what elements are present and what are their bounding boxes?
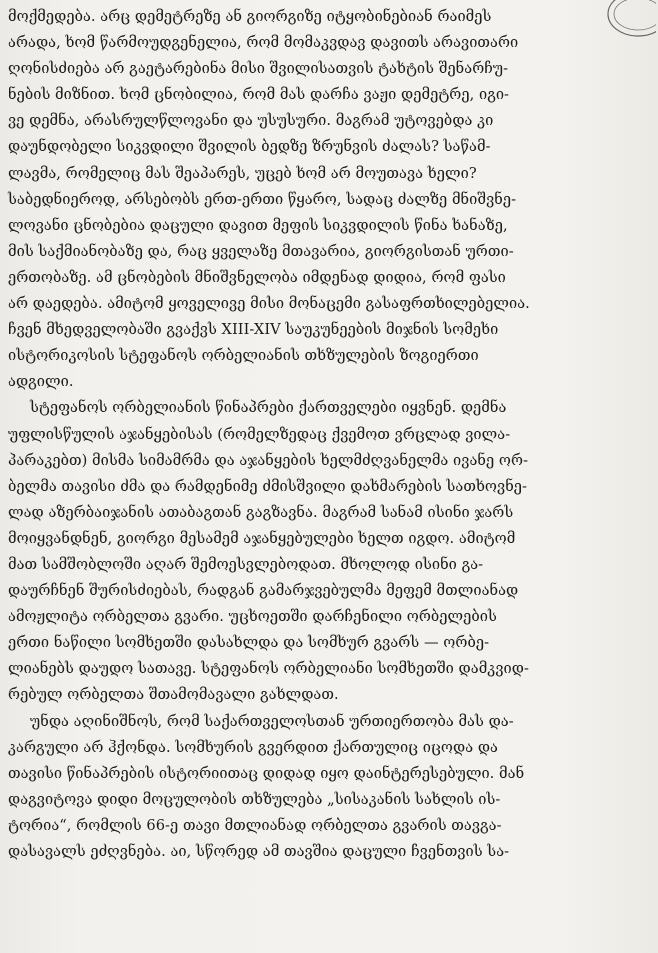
- text-line: ადგილი.: [8, 373, 74, 391]
- text-line: უნდა აღინიშნოს, რომ საქართველოსთან ურთიერთობა მას და-: [30, 712, 514, 730]
- text-line: ლოვანი ცნობებია დაცული დავით მეფის სიკვდილის წინა ხანაზე,: [8, 216, 508, 234]
- paragraph: [8, 395, 648, 708]
- text-line: ჩვენ მხედველობაში გვაქვს XIII-XIV საუკუნეების მიჯნის სომეხი: [8, 321, 499, 339]
- text-line: თავისი წინაპრების ისტორიითაც დიდად იყო დაინტერესებული. მან: [8, 764, 525, 782]
- text-line: ბელმა თავისი ძმა და რამდენიმე ძმისშვილი დახმარების სათხოვნე-: [8, 477, 528, 495]
- text-line: ნების მიზნით. ხომ ცნობილია, რომ მას დარჩა ვაჟი დემეტრე, იგი-: [8, 86, 510, 104]
- text-line: პარაკებთ) მისმა სიმამრმა და აჯანყების ხელმძღვანელმა ივანე ორ-: [8, 451, 529, 469]
- text-line: ვე დემნა, არასრულწლოვანი და უსუსური. მაგრამ უტოვებდა კი: [8, 112, 494, 130]
- text-line: დაურჩნენ შურისძიებას, რადგან გამარჯვებულმა მეფემ მთლიანად: [8, 582, 519, 600]
- text-line: დაგვიტოვა დიდი მოცულობის თხზულება „სისაკანის სახლის ის-: [8, 790, 501, 808]
- document-body: [8, 4, 648, 865]
- text-line: ისტორიკოსის სტეფანოს ორბელიანის თხზულების ზოგიერთი: [8, 347, 479, 365]
- text-line: ერთობაზე. ამ ცნობების მნიშვნელობა იმდენად დიდია, რომ ფასი: [8, 268, 506, 286]
- text-line: ლიანებს დაუდო სათავე. სტეფანოს ორბელიანი სომხეთში დამკვიდ-: [8, 660, 529, 678]
- text-line: ღონისძიება არ გაეტარებინა მისი შვილისათვის ტახტის შენარჩუ-: [8, 60, 509, 78]
- text-line: მათ სამშობლოში აღარ შემოესვლებოდათ. მხოლოდ ისინი გა-: [8, 555, 484, 573]
- text-line: ამოჟლიტა ორბელთა გვარი. უცხოეთში დარჩენილი ორბელების: [8, 608, 497, 626]
- text-line: მის საქმიანობაზე და, რაც ყველაზე მთავარია, გიორგისთან ურთი-: [8, 242, 514, 260]
- text-line: საბედნიეროდ, არსებობს ერთ-ერთი წყარო, სადაც ძალზე მნიშვნე-: [8, 190, 517, 208]
- paragraph: [8, 4, 648, 395]
- text-line: ტორია“, რომლის 66-ე თავი მთლიანად ორბელთა გვარის თავგა-: [8, 816, 502, 834]
- text-line: არ დაედება. ამიტომ ყოველივე მისი მონაცემი გასაფრთხილებელია.: [8, 295, 530, 313]
- text-line: კარგული არ ჰქონდა. სომხურის გვერდით ქართულიც იცოდა და: [8, 738, 498, 756]
- text-line: რებულ ორბელთა შთამომავალი გახლდათ.: [8, 686, 339, 704]
- text-line: ლავმა, რომელიც მას შეაპარეს, უცებ ხომ არ მოუთავა ხელი?: [8, 164, 477, 182]
- text-line: დასავალს ეძღვნება. აი, სწორედ ამ თავშია დაცული ჩვენთვის სა-: [8, 843, 510, 860]
- text-line: დაუნდობელი სიკვდილი შვილის ბედზე ზრუნვის ძალას? საწამ-: [8, 138, 491, 156]
- text-line: სტეფანოს ორბელიანის წინაპრები ქართველები იყვნენ. დემნა: [30, 399, 507, 417]
- text-line: ლად აზერბაიჯანის ათაბაგთან გაგზავნა. მაგრამ სანამ ისინი ჯარს: [8, 503, 514, 521]
- text-line: არადა, ხომ წარმოუდგენელია, რომ მომაკვდავ დავითს არავითარი: [8, 34, 519, 52]
- text-line: მოქმედება. არც დემეტრეზე ან გიორგიზე იტყობინებიან რაიმეს: [8, 8, 492, 25]
- text-line: მოიყვანდნენ, გიორგი მესამემ აჯანყებულები ხელთ იგდო. ამიტომ: [8, 529, 516, 547]
- paragraph: [8, 709, 648, 866]
- text-line: ერთი ნაწილი სომხეთში დასახლდა და სომხურ გვარს — ორბე-: [8, 634, 490, 652]
- text-line: უფლისწულის აჯანყებისას (რომელზედაც ქვემოთ ვრცლად ვილა-: [8, 425, 511, 443]
